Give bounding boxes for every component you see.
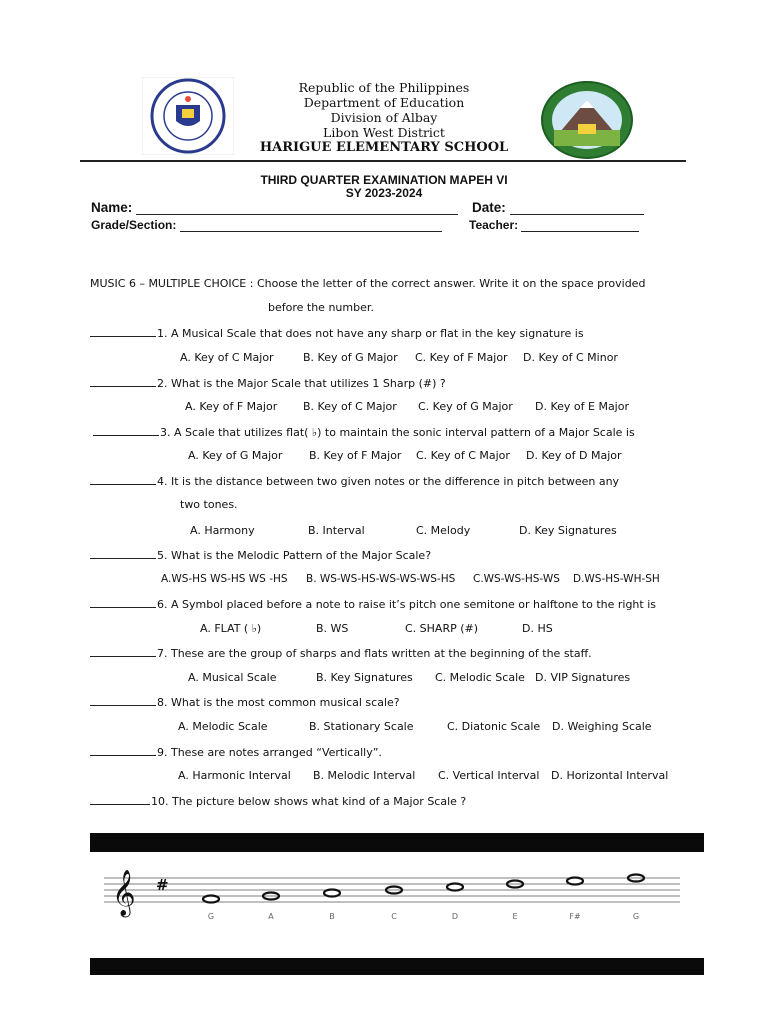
note-label: G [207,912,215,921]
name-field[interactable] [91,200,458,215]
school-year: SY 2023-2024 [345,186,423,200]
note-b [324,890,340,897]
q3-option-d: D. Key of D Major [526,449,622,462]
answer-blank[interactable] [90,597,156,608]
q6-option-a: A. FLAT ( ♭) [200,622,262,635]
exam-title: THIRD QUARTER EXAMINATION MAPEH VI [260,173,508,187]
note-d [447,884,463,891]
note-g [203,896,219,903]
note-label: F# [569,912,581,921]
header-divider [80,160,686,162]
instructions-line2: before the number. [268,301,374,314]
note-label: B [329,912,335,921]
key-signature-sharp: # [156,876,169,894]
date-line[interactable] [510,214,644,215]
question-4-continued: two tones. [180,498,238,511]
q2-option-d: D. Key of E Major [535,400,629,413]
date-field[interactable] [472,200,644,215]
q3-option-b: B. Key of F Major [309,449,402,462]
question-7: 7. These are the group of sharps and flats written at the beginning of the staff. [90,646,592,660]
teacher-field[interactable] [469,218,639,232]
q9-option-a: A. Harmonic Interval [178,769,291,782]
header-school: HARIGUE ELEMENTARY SCHOOL [259,140,509,155]
question-6: 6. A Symbol placed before a note to raise it’s pitch one semitone or halftone to the right is [90,597,656,611]
name-label: Name: [91,200,133,215]
answer-blank[interactable] [90,695,156,706]
q9-option-d: D. Horizontal Interval [551,769,669,782]
q7-option-a: A. Musical Scale [188,671,277,684]
note-label: E [512,912,518,921]
header-block [0,80,768,155]
grade-section-line[interactable] [180,231,442,232]
staff-image-bottom-bar [90,958,704,975]
question-2: 2. What is the Major Scale that utilizes 1 Sharp (#) ? [90,376,446,390]
q1-option-d: D. Key of C Minor [523,351,618,364]
q5-option-b: B. WS-WS-HS-WS-WS-WS-HS [306,573,456,585]
answer-blank[interactable] [90,474,156,485]
q4-option-b: B. Interval [308,524,365,537]
q4-option-a: A. Harmony [190,524,255,537]
note-label: C [391,912,397,921]
name-line[interactable] [136,214,458,215]
q4-option-c: C. Melody [416,524,471,537]
header-division: Division of Albay [330,110,438,125]
teacher-label: Teacher: [469,218,519,232]
q8-option-d: D. Weighing Scale [552,720,652,733]
answer-blank[interactable] [90,548,156,559]
q7-option-b: B. Key Signatures [316,671,413,684]
g-major-scale-staff [90,852,704,958]
answer-blank[interactable] [90,794,150,805]
answer-blank[interactable] [93,425,159,436]
q5-option-a: A.WS-HS WS-HS WS -HS [161,573,288,585]
treble-clef-icon: 𝄞 [112,870,136,916]
q8-option-a: A. Melodic Scale [178,720,268,733]
q3-option-a: A. Key of G Major [188,449,283,462]
q6-option-c: C. SHARP (#) [405,622,479,635]
answer-blank[interactable] [90,646,156,657]
q2-option-a: A. Key of F Major [185,400,278,413]
q2-option-b: B. Key of C Major [303,400,397,413]
answer-blank[interactable] [90,745,156,756]
answer-blank[interactable] [90,376,156,387]
q1-option-c: C. Key of F Major [415,351,508,364]
question-5: 5. What is the Melodic Pattern of the Major Scale? [90,548,431,562]
header-department: Department of Education [303,95,465,110]
q5-option-c: C.WS-WS-HS-WS [473,573,560,585]
teacher-line[interactable] [521,231,639,232]
q9-option-b: B. Melodic Interval [313,769,416,782]
q1-option-b: B. Key of G Major [303,351,398,364]
q4-option-d: D. Key Signatures [519,524,617,537]
header-republic: Republic of the Philippines [298,80,470,95]
q9-option-c: C. Vertical Interval [438,769,540,782]
q3-option-c: C. Key of C Major [416,449,510,462]
q6-option-d: D. HS [522,622,553,635]
question-3: 3. A Scale that utilizes flat( ♭) to maintain the sonic interval pattern of a Major Scale is [93,425,635,439]
note-label: G [632,912,640,921]
answer-blank[interactable] [90,326,156,337]
q5-option-d: D.WS-HS-WH-SH [573,573,660,585]
q6-option-b: B. WS [316,622,349,635]
q1-option-a: A. Key of C Major [180,351,274,364]
q8-option-c: C. Diatonic Scale [447,720,541,733]
note-label: A [268,912,274,921]
question-9: 9. These are notes arranged “Vertically”. [90,745,382,759]
note-f-sharp [567,878,583,885]
q7-option-c: C. Melodic Scale [435,671,525,684]
question-4: 4. It is the distance between two given notes or the difference in pitch between any [90,474,619,488]
note-label: D [451,912,459,921]
staff-image-top-bar [90,833,704,852]
grade-section-field[interactable] [91,218,442,232]
date-label: Date: [472,200,506,215]
q8-option-b: B. Stationary Scale [309,720,414,733]
header-district: Libon West District [323,125,445,140]
question-8: 8. What is the most common musical scale? [90,695,400,709]
q2-option-c: C. Key of G Major [418,400,513,413]
question-10: 10. The picture below shows what kind of a Major Scale ? [90,794,466,808]
grade-section-label: Grade/Section: [91,218,177,232]
instructions-line1: MUSIC 6 – MULTIPLE CHOICE : Choose the letter of the correct answer. Write it on the space provided [90,277,646,290]
q7-option-d: D. VIP Signatures [535,671,631,684]
question-1: 1. A Musical Scale that does not have any sharp or flat in the key signature is [90,326,584,340]
